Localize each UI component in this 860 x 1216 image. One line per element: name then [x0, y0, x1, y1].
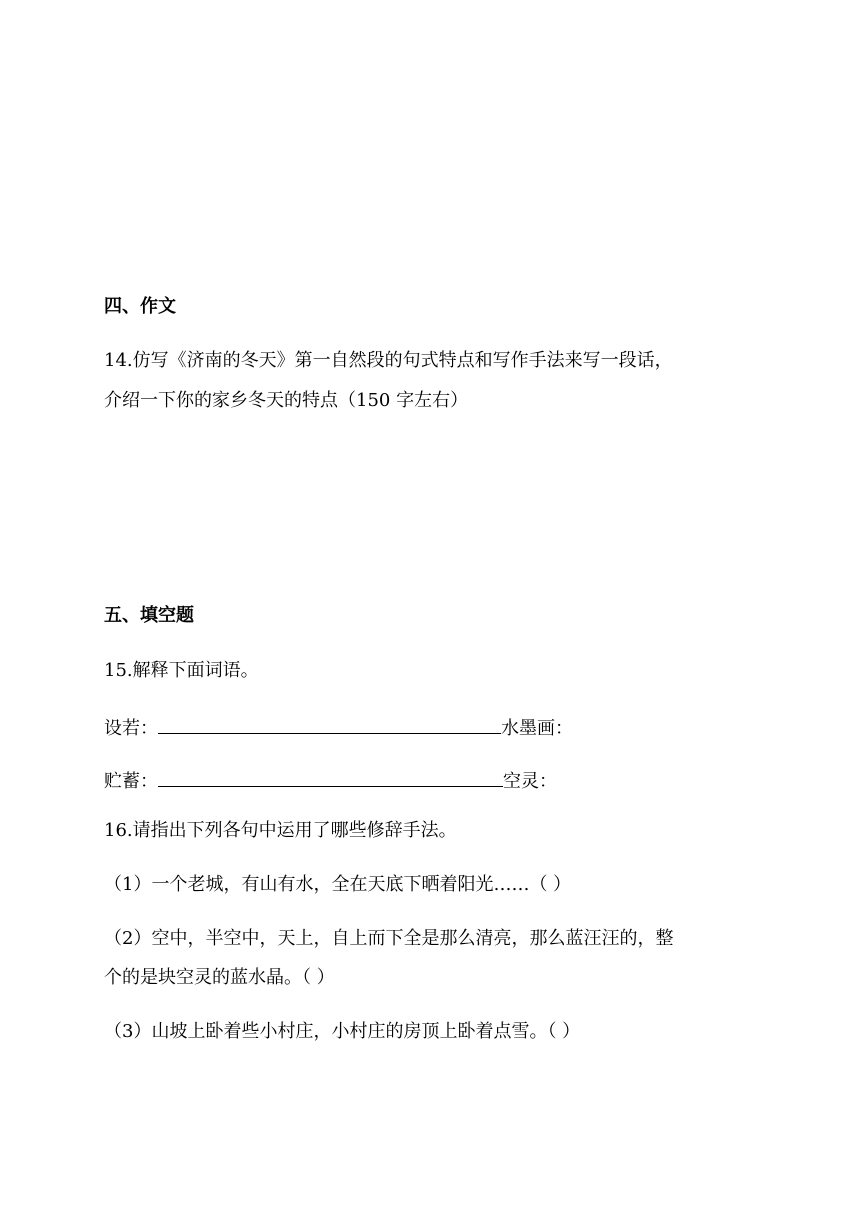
question-16-item-3: （3）山坡上卧着些小村庄，小村庄的房顶上卧着点雪。（ ） — [104, 1021, 581, 1042]
section-4-heading: 四、作文 — [104, 296, 176, 317]
section-5-heading: 五、填空题 — [104, 605, 194, 626]
question-14-line-1: 14.仿写《济南的冬天》第一自然段的句式特点和写作手法来写一段话， — [104, 350, 673, 371]
question-15: 15.解释下面词语。 — [104, 660, 259, 681]
answer-blank-sheruo[interactable] — [158, 713, 501, 734]
answer-blank-zhuxu[interactable] — [158, 766, 503, 787]
question-16-item-2-line-2: 个的是块空灵的蓝水晶。（ ） — [104, 967, 335, 988]
term-shuimohua: 水墨画： — [501, 718, 573, 739]
question-16-item-2-line-1: （2）空中，半空中，天上，自上而下全是那么清亮，那么蓝汪汪的，整 — [104, 928, 674, 949]
question-16: 16.请指出下列各句中运用了哪些修辞手法。 — [104, 820, 457, 841]
question-14-line-2: 介绍一下你的家乡冬天的特点（150 字左右） — [104, 390, 469, 411]
question-16-item-1: （1）一个老城，有山有水，全在天底下晒着阳光……（ ） — [104, 874, 572, 895]
definition-row-1 — [104, 713, 573, 741]
term-kongling: 空灵： — [503, 771, 557, 792]
term-zhuxu: 贮蓄： — [104, 771, 158, 792]
definition-row-2 — [104, 766, 557, 794]
term-sheruo: 设若： — [104, 718, 158, 739]
